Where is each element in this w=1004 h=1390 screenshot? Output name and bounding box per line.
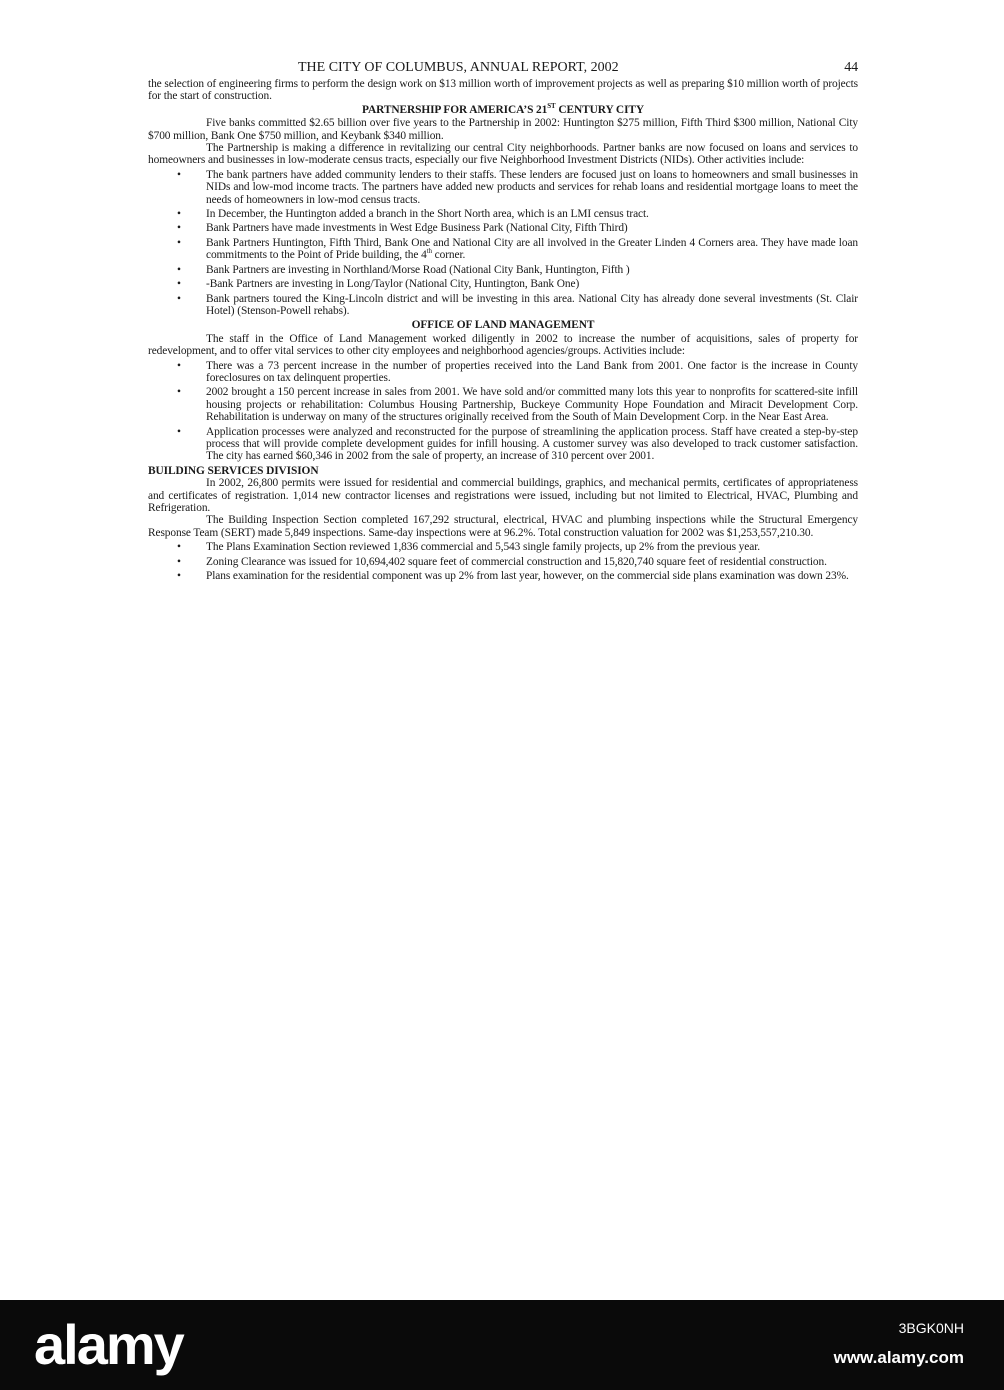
land-management-bullet-list <box>148 360 858 463</box>
partnership-bullet-list <box>148 169 858 317</box>
bullet-icon: • <box>177 541 181 554</box>
list-item: • -Bank Partners are investing in Long/Taylor (National City, Huntington, Bank One) <box>177 278 580 291</box>
bullet-icon: • <box>177 570 181 583</box>
partnership-heading: PARTNERSHIP FOR AMERICA’S 21ST CENTURY CITY <box>361 102 645 116</box>
list-item: • Bank partners toured the King-Lincoln district and will be investing in this area. National City has already done several investments (St. Clair Hotel) (Stenson-Powell rehabs). <box>177 292 858 317</box>
building-services-paragraph-1: In 2002, 26,800 permits were issued for residential and commercial buildings, graphics, and mechanical permits, certificates of appropriateness and certificates of registration. 1,014 new contractor licenses and registrations were issued, including but not limited to Electrical, HVAC, Plumbing and Refrigeration. <box>148 477 858 514</box>
bullet-icon: • <box>177 292 181 305</box>
list-item: • In December, the Huntington added a branch in the Short North area, which is an LMI census tract. <box>177 208 649 221</box>
list-item: • Bank Partners are investing in Northland/Morse Road (National City Bank, Huntington, Fifth ) <box>177 263 630 276</box>
list-item: • Application processes were analyzed and reconstructed for the purpose of streamlining the application process. Staff have created a step-by-step process that will provide complete development guides for infill housing. A customer survey was also developed to track customer satisfaction. The city has earned $60,346 in 2002 from the sale of property, an increase of 310 percent over 2001. <box>177 425 858 463</box>
bullet-icon: • <box>177 208 181 221</box>
alamy-logo: alamy <box>34 1313 183 1376</box>
image-id: 3BGK0NH <box>898 1320 964 1336</box>
list-item: • The Plans Examination Section reviewed 1,836 commercial and 5,543 single family projects, up 2% from the previous year. <box>177 541 761 554</box>
page-number: 44 <box>844 60 858 75</box>
bullet-icon: • <box>177 425 181 438</box>
list-item: • Bank Partners Huntington, Fifth Third, Bank One and National City are all involved in the Greater Linden 4 Corners area. They have made loan commitments to the Point of Pride building, the 4th corner. <box>177 236 858 262</box>
building-services-heading: BUILDING SERVICES DIVISION <box>148 464 319 477</box>
partnership-paragraph-2: The Partnership is making a difference in revitalizing our central City neighborhoods. Partner banks are now focused on loans and services to homeowners and businesses in low-moderate census tracts, especially our five Neighborhood Investment Districts (NIDs). Other activities include: <box>148 142 858 167</box>
report-title: THE CITY OF COLUMBUS, ANNUAL REPORT, 2002 <box>298 60 619 75</box>
bullet-icon: • <box>177 222 181 235</box>
list-item: • There was a 73 percent increase in the number of properties received into the Land Bank from 2001. One factor is the increase in County foreclosures on tax delinquent properties. <box>177 359 858 384</box>
bullet-icon: • <box>177 236 181 249</box>
intro-paragraph: the selection of engineering firms to perform the design work on $13 million worth of improvement projects as well as preparing $10 million worth of projects for the start of construction. <box>148 78 858 103</box>
bullet-icon: • <box>177 168 181 181</box>
page-header <box>148 62 858 78</box>
list-item: • 2002 brought a 150 percent increase in sales from 2001. We have sold and/or committed many lots this year to nonprofits for scattered-site infill housing projects or rehabilitation: Columbus Housing Partnership, Buckeye Community Hope Foundation and Miracit Development Corp. Rehabilitation is underway on many of the structures originally received from the South of Main Development Corp. in the Near East Area. <box>177 386 858 424</box>
list-item: • Zoning Clearance was issued for 10,694,402 square feet of commercial construction and 15,820,740 square feet of residential construction. <box>177 555 827 568</box>
bullet-icon: • <box>177 555 181 568</box>
land-management-heading: OFFICE OF LAND MANAGEMENT <box>411 319 595 332</box>
bullet-icon: • <box>177 278 181 291</box>
bullet-icon: • <box>177 359 181 372</box>
bullet-icon: • <box>177 386 181 399</box>
partnership-paragraph-1: Five banks committed $2.65 billion over five years to the Partnership in 2002: Huntington $275 million, Fifth Third $300 million, National City $700 million, Bank One $750 million, and Keybank $340 million. <box>148 117 858 142</box>
list-item: • Plans examination for the residential component was up 2% from last year, however, on the commercial side plans examination was down 23%. <box>177 570 849 583</box>
bullet-icon: • <box>177 263 181 276</box>
report-content <box>148 62 858 584</box>
building-services-paragraph-2: The Building Inspection Section completed 167,292 structural, electrical, HVAC and plumbing inspections while the Structural Emergency Response Team (SERT) made 5,849 inspections. Same-day inspections were at 96.2%. Total construction valuation for 2002 was $1,253,557,210.30. <box>148 514 858 539</box>
list-item: • Bank Partners have made investments in West Edge Business Park (National City, Fifth Third) <box>177 222 628 235</box>
building-services-bullet-list <box>148 541 858 582</box>
stock-watermark-bar <box>0 1300 1004 1390</box>
list-item: • The bank partners have added community lenders to their staffs. These lenders are focused just on loans to homeowners and small businesses in NIDs and low-mod income tracts. The partners have added new products and services for rehab loans and residential mortgage loans to meet the needs of homeowners in low-mod census tracts. <box>177 168 858 206</box>
land-management-paragraph: The staff in the Office of Land Management worked diligently in 2002 to increase the number of acquisitions, sales of property for redevelopment, and to offer vital services to other city employees and neighborhood agencies/groups. Activities include: <box>148 332 858 358</box>
watermark-url: www.alamy.com <box>833 1348 964 1367</box>
